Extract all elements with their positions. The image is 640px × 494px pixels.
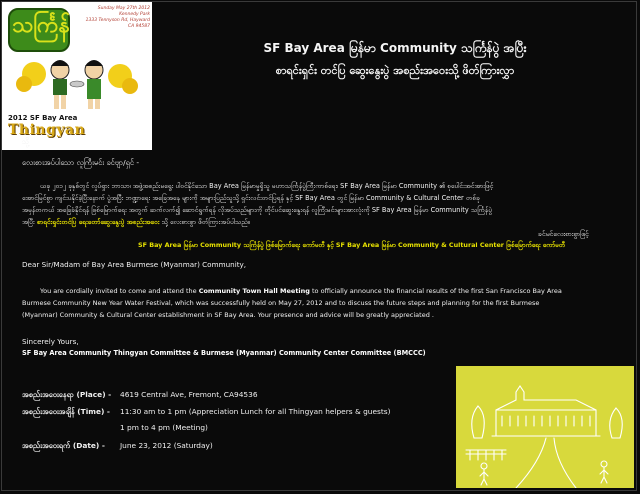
- poster-info-line: Kennedy Park: [119, 12, 150, 17]
- poster-title-text: Thingyan: [8, 122, 86, 138]
- burmese-signature: SF Bay Area မြန်မာ Community သင်္ကြန်ပွဲ ဖြစ်မြောက်ရေး ကော်မတီ နှင့် SF Bay Area မြန်မာ Community & Cultural Center ဖြစ်မြောက်ရေး ကော်မတီ: [138, 241, 565, 249]
- thingyan-logo-text: သင်္ကြန်: [12, 12, 70, 38]
- english-paragraph-line: (Myanmar) Community & Cultural Center establishment in SF Bay Area. Your presence and advice will be greatly appreciated .: [22, 311, 434, 319]
- english-closing: Sincerely Yours,: [22, 337, 79, 346]
- burmese-to: သို့: [22, 137, 30, 146]
- community-center-sketch: [456, 366, 634, 488]
- place-value: 4619 Central Ave, Fremont, CA94536: [120, 390, 258, 399]
- time-label: အစည်းအဝေးအချိန် (Time) -: [22, 407, 110, 416]
- burmese-salutation: လေးစားအပ်ပါသော လူကြီးမင်း ခင်ဗျာ/ရှင် -: [22, 158, 140, 167]
- english-salutation: Dear Sir/Madam of Bay Area Burmese (Myanmar) Community,: [22, 260, 247, 269]
- burmese-paragraph-line: ယခု ၂၀၁၂ ခုနှစ်တွင် လှုပ်ရှား ဘာသာ၊ အဖွဲ့အစည်းမရွေး ပါဝင်နိုင်သော Bay Area မြန်မာမှုရှိသူ မဟာသင်္ကြန်ပွဲကြီးကာစ်ရေး၊ SF Bay Area မြန်မာ Community ၏ စုပေါင်းအင်အားဖြင့်: [40, 182, 494, 190]
- english-paragraph-line: Burmese Community New Year Water Festival, which was successfully held on May 27, 2012 and to discuss the future steps and planning for the first Burmese: [22, 299, 540, 307]
- poster-info-line: Sunday May 27th 2012: [97, 6, 150, 11]
- poster-info-line: 1333 Tennyson Rd, Hayward: [85, 18, 150, 23]
- time-value-meeting: 1 pm to 4 pm (Meeting): [120, 423, 208, 432]
- burmese-paragraph-line: [22, 217, 250, 228]
- english-signature: SF Bay Area Community Thingyan Committee & Burmese (Myanmar) Community Center Committee (BMCCC): [22, 349, 426, 357]
- poster-year-text: 2012 SF Bay Area: [8, 114, 78, 122]
- date-value: June 23, 2012 (Saturday): [120, 441, 213, 450]
- poster-event-info: [74, 6, 150, 30]
- page-subtitle: စာရင်းရှင်း တင်ပြ ဆွေးနွေးပွဲ အစည်းအဝေးသို့ ဖိတ်ကြားလွှာ: [275, 64, 515, 77]
- english-para-text: to officially announce the financial results of the first San Francisco Bay Area: [309, 287, 562, 295]
- poster-info-line: CA 94587: [128, 24, 150, 29]
- town-hall-meeting-name: Community Town Hall Meeting: [198, 287, 310, 295]
- time-value: 11:30 am to 1 pm (Appreciation Lunch for all Thingyan helpers & guests): [120, 407, 391, 416]
- burmese-meeting-name: စာရင်းရှင်းတင်ပြ ရေးတော်ဆွေးနွေးပွဲ အစည်းအဝေး: [36, 218, 160, 226]
- page-title: SF Bay Area မြန်မာ Community သင်္ကြန်ပွဲ အပြီး: [263, 41, 527, 55]
- poster-cartoon-children: [16, 52, 138, 114]
- date-label: အစည်းအဝေးရက် (Date) -: [22, 441, 105, 450]
- burmese-para-suffix: သို့ လေးစားစွာ ဖိတ်ကြားအပ်ပါသည်။: [159, 218, 250, 226]
- burmese-closing: ခင်မင်လေးစားစွာဖြင့်: [538, 230, 589, 238]
- thingyan-poster-image: [2, 2, 152, 150]
- english-para-text: You are cordially invited to come and attend the: [40, 287, 199, 295]
- burmese-para-prefix: အပြီး: [22, 218, 37, 226]
- burmese-paragraph-line: အမှန်တကယ် အခြေခံနိုင်ရန် ဖြစ်မြောက်ရေး အတွက် ဆက်လက်၍ ဆောင်ရွက်ရန် လိုအပ်သည်များကို တိုင်ပင်ဆွေးနွေးရန် လူကြီးမင်းများအားလုံးကို SF Bay Area မြန်မာ Community သင်္ကြန်ပွဲ: [22, 206, 492, 214]
- english-paragraph-line: [40, 286, 562, 297]
- place-label: အစည်းအဝေးနေရာ (Place) -: [22, 390, 112, 399]
- burmese-paragraph-line: အောင်မြင်စွာ ကျင်းပနိုင်ခဲ့ပြီးနောက် ပွဲအပြီး ဘဏ္ဍာရေး အခြေအနေ များကို အများပြည်သူသို့ ရှင်းလင်းတင်ပြရန် နှင့် SF Bay Area တွင် မြန်မာ Community & Cultural Center တစ်ခု: [22, 194, 480, 202]
